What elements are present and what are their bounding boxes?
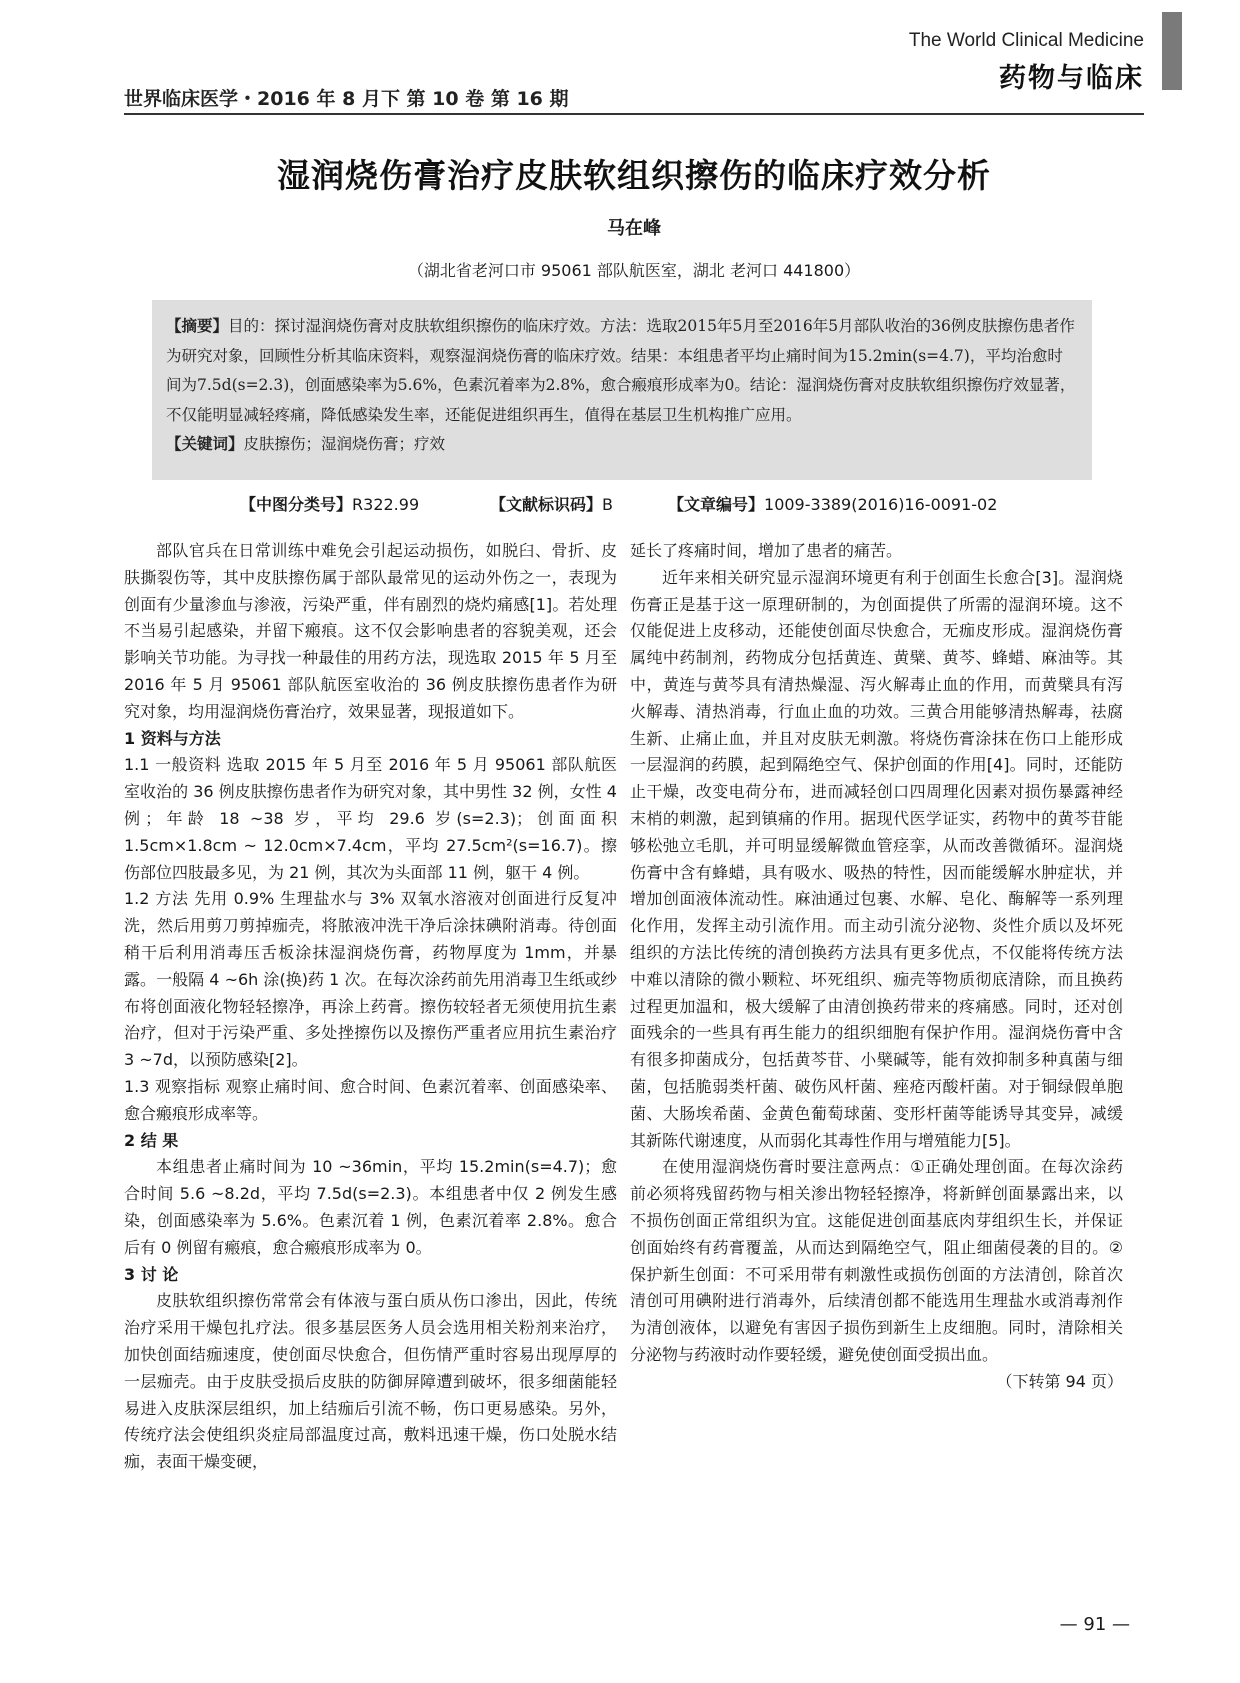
header-right [909,30,1144,95]
paragraph: 在使用湿润烧伤膏时要注意两点：①正确处理创面。在每次涂药前必须将残留药物与相关渗出物轻轻擦净，将新鲜创面暴露出来，以不损伤创面正常组织为宜。这能促进创面基底肉芽组织生长，并保证创面始终有药膏覆盖，从而达到隔绝空气，阻止细菌侵袭的目的。②保护新生创面：不可采用带有刺激性或损伤创面的方法清创，除首次清创可用碘附进行消毒外，后续清创都不能选用生理盐水或消毒剂作为清创液体，以避免有害因子损伤到新生上皮细胞。同时，清除相关分泌物与药液时动作要轻缓，避免使创面受损出血。 [630,1157,1123,1364]
journal-english-name: The World Clinical Medicine [908,30,1144,51]
issue-line: 世界临床医学・2016 年 8 月下 第 10 卷 第 16 期 [124,88,569,110]
clc-label: 【中图分类号】 [240,495,353,514]
page-number: — 91 — [1059,1614,1130,1635]
abstract-text: 目的：探讨湿润烧伤膏对皮肤软组织擦伤的临床疗效。方法：选取2015年5月至2016年5月部队收治的36例皮肤擦伤患者作为研究对象，回顾性分析其临床资料，观察湿润烧伤膏的临床疗效。结果：本组患者平均止痛时间为15.2min(s=4.7)，平均治愈时间为7.5d(s=2.3)，创面感染率为5.6%，色素沉着率为2.8%，愈合瘢痕形成率为0。结论：湿润烧伤膏对皮肤软组织擦伤疗效显著，不仅能明显减轻疼痛，降低感染发生率，还能促进组织再生，值得在基层卫生机构推广应用。 [166,317,1076,424]
left-column [124,538,617,1476]
abstract [166,312,1078,430]
paragraph: 本组患者止痛时间为 10 ~36min，平均 15.2min(s=4.7)；愈合时间 5.6 ~8.2d，平均 7.5d(s=2.3)。本组患者中仅 2 例发生感染，创面感染率为 5.6%。色素沉着 1 例，色素沉着率 2.8%。愈合后有 0 例留有瘢痕，愈合瘢痕形成率为 0。 [124,1157,617,1257]
affiliation: （湖北省老河口市 95061 部队航医室，湖北 老河口 441800） [407,261,861,280]
article-title: 湿润烧伤膏治疗皮肤软组织擦伤的临床疗效分析 [277,156,991,195]
paragraph: 近年来相关研究显示湿润环境更有利于创面生长愈合[3]。湿润烧伤膏正是基于这一原理研制的，为创面提供了所需的湿润环境。这不仅能促进上皮移动，还能使创面尽快愈合，无痂皮形成。湿润烧伤膏属纯中药制剂，药物成分包括黄连、黄檗、黄芩、蜂蜡、麻油等。其中，黄连与黄芩具有清热燥湿、泻火解毒止血的作用，而黄檗具有泻火解毒、清热消毒，行血止血的功效。三黄合用能够清热解毒，祛腐生新、止痛止血，并且对皮肤无刺激。将烧伤膏涂抹在伤口上能形成一层湿润的药膜，起到隔绝空气、保护创面的作用[4]。同时，还能防止干燥，改变电荷分布，进而减轻创口四周理化因素对损伤暴露神经末梢的刺激，起到镇痛的作用。据现代医学证实，药物中的黄芩苷能够松弛立毛肌，并可明显缓解微血管痉挛，从而改善微循环。湿润烧伤膏中含有蜂蜡，具有吸水、吸热的特性，因而能缓解水肿症状，并增加创面液体流动性。麻油通过包裹、水解、皂化、酶解等一系列理化作用，发挥主动引流作用。而主动引流分泌物、炎性介质以及坏死组织的方法比传统的清创换药方法具有更多优点，不仅能将传统方法中难以清除的微小颗粒、坏死组织、痂壳等物质彻底清除，而且换药过程更加温和，极大缓解了由清创换药带来的疼痛感。同时，还对创面残余的一些具有再生能力的组织细胞有保护作用。湿润烧伤膏中含有很多抑菌成分，包括黄芩苷、小檗碱等，能有效抑制多种真菌与细菌，包括脆弱类杆菌、破伤风杆菌、痤疮丙酸杆菌。对于铜绿假单胞菌、大肠埃希菌、金黄色葡萄球菌、变形杆菌等能诱导其变异，减缓其新陈代谢速度，从而弱化其毒性作用与增殖能力[5]。 [630,567,1123,1150]
author: 马在峰 [607,218,661,239]
paragraph: （下转第 94 页） [996,1371,1123,1391]
keywords [166,430,1078,460]
art-value: 1009-3389(2016)16-0091-02 [764,495,998,514]
doc-label: 【文献标识码】 [490,495,603,514]
paragraph: 1.3 观察指标 观察止痛时间、愈合时间、色素沉着率、创面感染率、愈合瘢痕形成率等。 [124,1076,617,1123]
abstract-label: 【摘要】 [166,317,229,335]
paragraph: 部队官兵在日常训练中难免会引起运动损伤，如脱臼、骨折、皮肤撕裂伤等，其中皮肤擦伤属于部队最常见的运动外伤之一，表现为创面有少量渗血与渗液，污染严重，伴有剧烈的烧灼痛感[1]。若处理不当易引起感染，并留下瘢痕。这不仅会影响患者的容貌美观，还会影响关节功能。为寻找一种最佳的用药方法，现选取 2015 年 5 月至 2016 年 5 月 95061 部队航医室收治的 36 例皮肤擦伤患者作为研究对象，均用湿润烧伤膏治疗，效果显著，现报道如下。 [124,541,617,721]
doc-value: B [602,495,613,514]
paragraph: 1.1 一般资料 选取 2015 年 5 月至 2016 年 5 月 95061 部队航医室收治的 36 例皮肤擦伤患者作为研究对象，其中男性 32 例，女性 4 例；年龄 18 ~38 岁，平均 29.6 岁(s=2.3)；创面面积 1.5cm×1.8cm ~ 12.0cm×7.4cm，平均 27.5cm²(s=16.7)。擦伤部位四肢最多见，为 21 例，其次为头面部 11 例，躯干 4 例。 [124,755,617,882]
paragraph: 1 资料与方法 [124,728,221,748]
paragraph: 2 结 果 [124,1130,179,1150]
paragraph: 延长了疼痛时间，增加了患者的痛苦。 [630,541,903,560]
right-column [630,538,1123,1396]
keywords-text: 皮肤擦伤；湿润烧伤膏；疗效 [243,435,446,453]
art-label: 【文章编号】 [668,495,765,514]
paragraph: 1.2 方法 先用 0.9% 生理盐水与 3% 双氧水溶液对创面进行反复冲洗，然后用剪刀剪掉痂壳，将脓液冲洗干净后涂抹碘附消毒。待创面稍干后利用消毒压舌板涂抹湿润烧伤膏，药物厚度为 1mm，并暴露。一般隔 4 ~6h 涂(换)药 1 次。在每次涂药前先用消毒卫生纸或纱布将创面液化物轻轻擦净，再涂上药膏。擦伤较轻者无须使用抗生素治疗，但对于污染严重、多处挫擦伤以及擦伤严重者应用抗生素治疗 3 ~7d，以预防感染[2]。 [124,889,617,1070]
paragraph: 皮肤软组织擦伤常常会有体液与蛋白质从伤口渗出，因此，传统治疗采用干燥包扎疗法。很多基层医务人员会选用相关粉剂来治疗，加快创面结痂速度，使创面尽快愈合，但伤情严重时容易出现厚厚的一层痂壳。由于皮肤受损后皮肤的防御屏障遭到破坏，很多细菌能轻易进入皮肤深层组织，加上结痂后引流不畅，伤口更易感染。另外，传统疗法会使组织炎症局部温度过高，敷料迅速干燥，伤口处脱水结痂，表面干燥变硬， [124,1291,617,1472]
clc-number [240,492,419,515]
section-name: 药物与临床 [999,63,1144,94]
document-code [490,492,613,515]
header-gray-bar [1162,12,1182,90]
clc-value: R322.99 [352,495,420,514]
abstract-box [152,300,1092,480]
header-rule [124,113,1144,115]
article-number [668,492,997,515]
keywords-label: 【关键词】 [166,435,244,453]
paragraph: 3 讨 论 [124,1264,179,1284]
